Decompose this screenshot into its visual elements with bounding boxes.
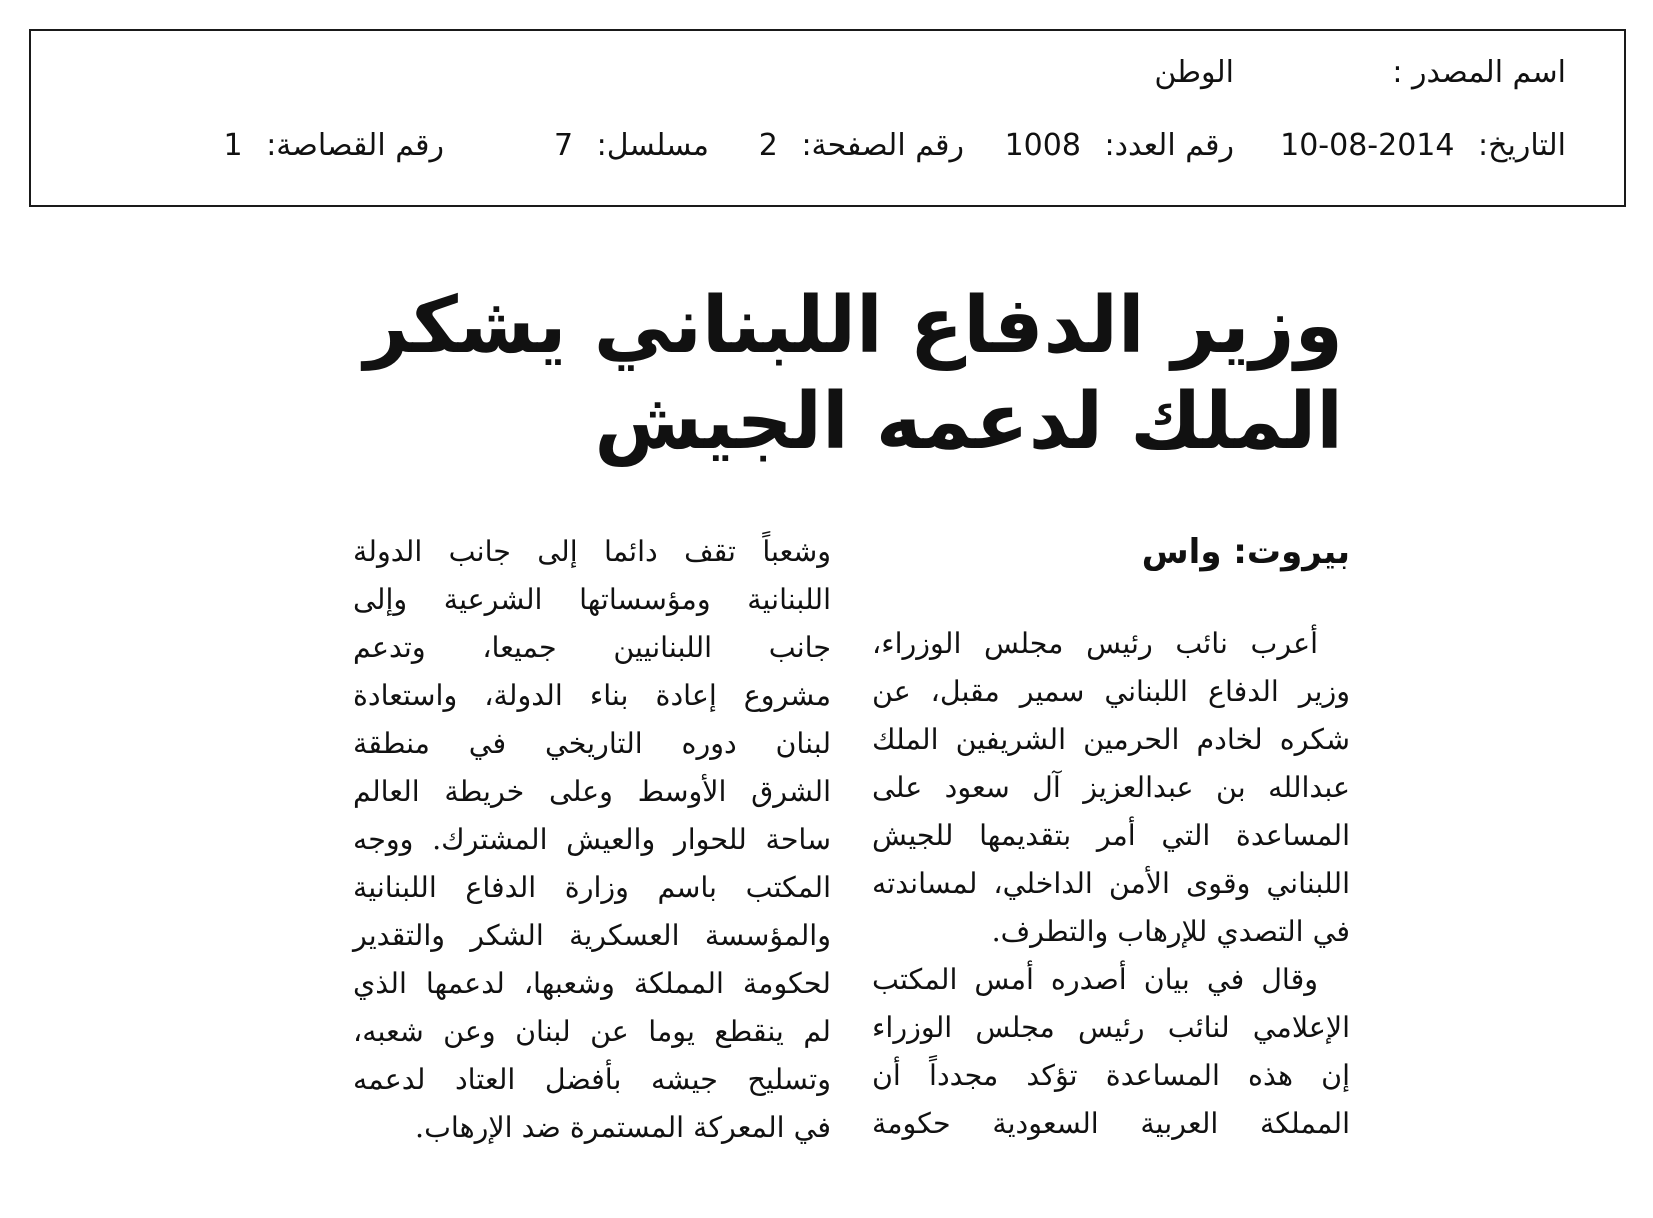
body-line: المملكة العربية السعودية حكومة xyxy=(872,1107,1350,1140)
body-line: والمؤسسة العسكرية الشكر والتقدير xyxy=(353,919,831,952)
body-line: مشروع إعادة بناء الدولة، واستعادة xyxy=(353,679,831,712)
body-line: اللبناني وقوى الأمن الداخلي، لمساندته xyxy=(872,867,1350,900)
body-line: شكره لخادم الحرمين الشريفين الملك xyxy=(872,723,1350,756)
body-line: في التصدي للإرهاب والتطرف. xyxy=(991,915,1350,948)
body-line: المكتب باسم وزارة الدفاع اللبنانية xyxy=(353,871,831,904)
clipping-metadata-box xyxy=(29,29,1626,207)
issue-number-label: رقم العدد: xyxy=(1104,128,1234,163)
body-line: لحكومة المملكة وشعبها، لدعمها الذي xyxy=(353,967,831,1000)
article-headline xyxy=(364,278,1343,470)
body-line: الإعلامي لنائب رئيس مجلس الوزراء xyxy=(872,1011,1350,1044)
page-number-field xyxy=(759,126,964,166)
page-number-value: 2 xyxy=(758,128,778,163)
source-name-value: الوطن xyxy=(1154,55,1234,90)
headline-line: وزير الدفاع اللبناني يشكر xyxy=(364,281,1343,371)
clip-number-value: 1 xyxy=(223,128,243,163)
serial-field xyxy=(554,126,709,166)
body-line: اللبنانية ومؤسساتها الشرعية وإلى xyxy=(353,583,831,616)
body-line: لبنان دوره التاريخي في منطقة xyxy=(353,727,831,760)
headline-line: الملك لدعمه الجيش xyxy=(594,377,1343,467)
date-value: 10-08-2014 xyxy=(1280,128,1455,163)
body-line: في المعركة المستمرة ضد الإرهاب. xyxy=(415,1111,831,1144)
article-column-right xyxy=(872,528,1350,1148)
body-line: إن هذه المساعدة تؤكد مجدداً أن xyxy=(872,1059,1350,1092)
serial-value: 7 xyxy=(554,128,574,163)
page-number-label: رقم الصفحة: xyxy=(801,128,964,163)
date-field xyxy=(1280,126,1566,166)
body-line: المساعدة التي أمر بتقديمها للجيش xyxy=(872,819,1350,852)
body-line: وشعباً تقف دائما إلى جانب الدولة xyxy=(353,535,831,568)
body-line: وزير الدفاع اللبناني سمير مقبل، عن xyxy=(872,675,1350,708)
clip-number-label: رقم القصاصة: xyxy=(266,128,444,163)
clip-number-field xyxy=(224,126,444,166)
body-line: لم ينقطع يوما عن لبنان وعن شعبه، xyxy=(353,1015,831,1048)
issue-number-value: 1008 xyxy=(1004,128,1081,163)
body-line: وقال في بيان أصدره أمس المكتب xyxy=(872,963,1318,996)
issue-number-field xyxy=(1005,126,1234,166)
article-dateline: بيروت: واس xyxy=(1141,532,1350,572)
serial-label: مسلسل: xyxy=(596,128,709,163)
body-line: ساحة للحوار والعيش المشترك. ووجه xyxy=(353,823,831,856)
body-line: عبدالله بن عبدالعزيز آل سعود على xyxy=(872,771,1350,804)
article-column-left xyxy=(353,528,831,1152)
body-line: أعرب نائب رئيس مجلس الوزراء، xyxy=(872,627,1318,660)
date-label: التاريخ: xyxy=(1478,128,1566,163)
source-name-label: اسم المصدر : xyxy=(1392,55,1566,90)
body-line: الشرق الأوسط وعلى خريطة العالم xyxy=(353,775,831,808)
body-line: وتسليح جيشه بأفضل العتاد لدعمه xyxy=(353,1063,831,1096)
body-line: جانب اللبنانيين جميعا، وتدعم xyxy=(353,631,831,664)
